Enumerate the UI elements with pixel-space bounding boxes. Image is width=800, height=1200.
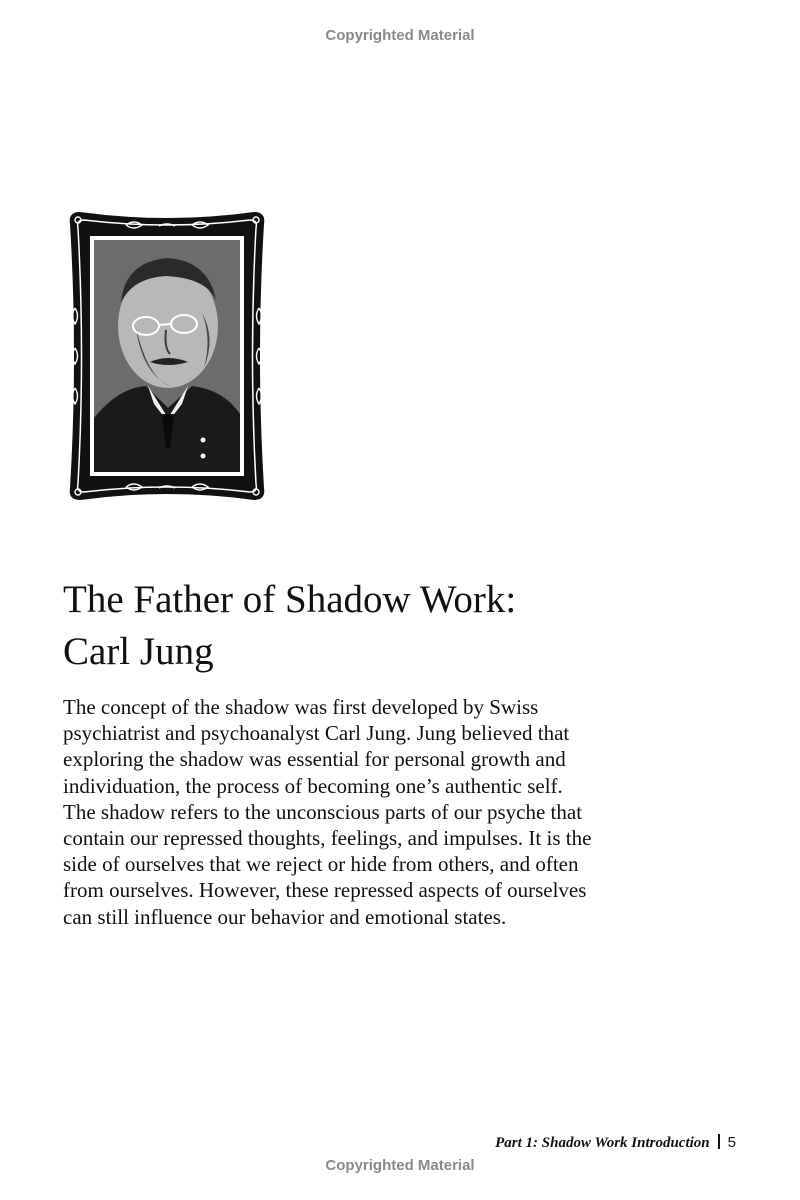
portrait-frame — [66, 208, 268, 504]
paragraph-line: The shadow refers to the unconscious parts of our psyche that — [63, 799, 583, 824]
page-number: 5 — [727, 1134, 736, 1151]
section-title — [63, 574, 703, 678]
section-title-line-2: Carl Jung — [63, 630, 214, 673]
paragraph-line: contain our repressed thoughts, feelings, and impulses. It is the — [63, 826, 592, 851]
running-head: Part 1: Shadow Work Introduction — [495, 1135, 710, 1151]
paragraph-line: side of ourselves that we reject or hide from others, and often — [63, 852, 579, 877]
copyright-watermark-top: Copyrighted Material — [325, 27, 475, 44]
paragraph-line: individuation, the process of becoming one’s authentic self. — [63, 773, 563, 798]
paragraph-line: psychiatrist and psychoanalyst Carl Jung. Jung believed that — [63, 721, 570, 746]
footer-separator — [718, 1134, 720, 1149]
paragraph-line: from ourselves. However, these repressed aspects of ourselves — [63, 878, 587, 903]
body-paragraph — [63, 694, 673, 930]
section-title-line-1: The Father of Shadow Work: — [63, 578, 517, 621]
copyright-watermark-bottom: Copyrighted Material — [325, 1157, 475, 1174]
page-footer — [495, 1134, 736, 1152]
portrait-illustration — [66, 208, 268, 504]
paragraph-line: exploring the shadow was essential for personal growth and — [63, 747, 566, 772]
paragraph-line: can still influence our behavior and emotional states. — [63, 904, 507, 929]
paragraph-line: The concept of the shadow was first developed by Swiss — [63, 695, 539, 719]
